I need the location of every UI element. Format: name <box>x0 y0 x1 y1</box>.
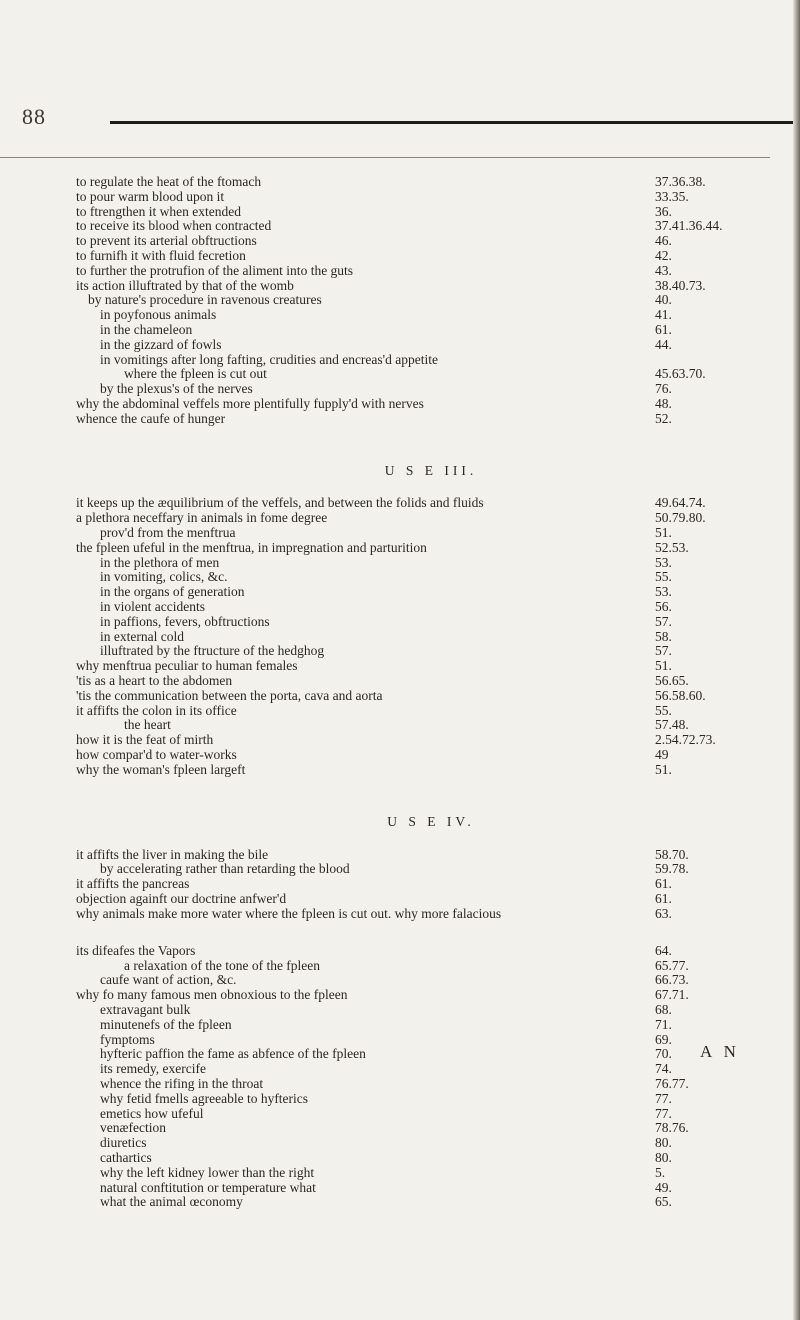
entry-pages: 33.35. <box>655 188 689 204</box>
entry-text: extravagant bulk <box>100 1001 191 1017</box>
index-entry <box>76 585 726 600</box>
entry-pages: 37.36.38. <box>655 174 706 189</box>
entry-text: why the abdominal veffels more plentifully fupply'd with nerves <box>76 395 424 411</box>
entry-pages: 58. <box>655 628 672 644</box>
entry-text: objection againft our doctrine anfwer'd <box>76 890 287 906</box>
entry-text: its remedy, exercife <box>100 1061 206 1077</box>
index-entry <box>76 496 726 511</box>
index-entry <box>76 615 726 630</box>
page-edge <box>793 0 800 1320</box>
entry-pages: 53. <box>655 584 672 600</box>
entry-text: minutenefs of the fpleen <box>100 1016 232 1032</box>
index-entry <box>76 907 726 922</box>
entry-text: in vomitings after long fafting, crudities and encreas'd appetite <box>100 351 438 367</box>
entry-text: what the animal œconomy <box>100 1194 243 1210</box>
entry-pages: 78.76. <box>655 1120 689 1136</box>
entry-text: to regulate the heat of the ftomach <box>76 174 262 189</box>
entry-text: why the woman's fpleen largeft <box>76 761 246 777</box>
entry-text: diuretics <box>100 1135 147 1151</box>
entry-pages: 65. <box>655 1194 672 1210</box>
index-entry <box>76 367 726 382</box>
index-entry <box>76 556 726 571</box>
index-entry <box>76 279 726 294</box>
entry-text: to ftrengthen it when extended <box>76 203 241 219</box>
entry-pages: 42. <box>655 247 672 263</box>
index-entry <box>76 293 726 308</box>
entry-pages: 55. <box>655 702 672 718</box>
entry-pages: 44. <box>655 336 672 352</box>
index-section <box>76 800 726 922</box>
entry-text: a plethora neceffary in animals in fome degree <box>76 510 328 526</box>
index-entry <box>76 1107 726 1122</box>
index-entry <box>76 1092 726 1107</box>
index-entry <box>76 892 726 907</box>
entry-text: whence the caufe of hunger <box>76 410 226 426</box>
entry-pages: 51. <box>655 524 672 540</box>
entry-text: a relaxation of the tone of the fpleen <box>124 957 321 973</box>
entry-text: it affifts the colon in its office <box>76 702 237 718</box>
index-entry <box>76 338 726 353</box>
entry-pages: 49 <box>655 746 669 762</box>
index-entry <box>76 763 726 778</box>
index-entry <box>76 526 726 541</box>
index-entry <box>76 175 726 190</box>
index-entry <box>76 1033 726 1048</box>
entry-text: natural conftitution or temperature what <box>100 1179 316 1195</box>
entry-pages: 51. <box>655 658 672 674</box>
entry-text: it keeps up the æquilibrium of the veffels, and between the folids and fluids <box>76 495 484 511</box>
index-entry <box>76 1062 726 1077</box>
entry-pages: 76. <box>655 381 672 397</box>
entry-pages: 40. <box>655 292 672 308</box>
index-entry <box>76 848 726 863</box>
index-entry <box>76 511 726 526</box>
entry-pages: 41. <box>655 307 672 323</box>
entry-text: fymptoms <box>100 1031 155 1047</box>
entry-pages: 65.77. <box>655 957 689 973</box>
index-entry <box>76 944 726 959</box>
index-entry <box>76 674 726 689</box>
index-entry <box>76 1181 726 1196</box>
index-section <box>76 449 726 778</box>
entry-text: its difeafes the Vapors <box>76 942 196 958</box>
index-entry <box>76 1003 726 1018</box>
index-entry <box>76 644 726 659</box>
index-section <box>76 175 726 427</box>
entry-pages: 80. <box>655 1149 672 1165</box>
entry-text: 'tis the communication between the porta, cava and aorta <box>76 687 383 703</box>
entry-text: in poyfonous animals <box>100 307 217 323</box>
entry-text: whence the rifing in the throat <box>100 1075 264 1091</box>
index-entry <box>76 988 726 1003</box>
entry-pages: 53. <box>655 554 672 570</box>
entry-text: to further the protrufion of the aliment into the guts <box>76 262 354 278</box>
entry-text: by the plexus's of the nerves <box>100 381 253 397</box>
entry-text: in the gizzard of fowls <box>100 336 222 352</box>
entry-text: in paffions, fevers, obftructions <box>100 613 270 629</box>
index-entry <box>76 1151 726 1166</box>
entry-text: prov'd from the menftrua <box>100 524 236 540</box>
entry-pages: 70. <box>655 1046 672 1062</box>
entry-text: to receive its blood when contracted <box>76 218 272 234</box>
index-entry <box>76 308 726 323</box>
section-heading: U S E IV. <box>387 813 475 829</box>
entry-text: illuftrated by the ftructure of the hedghog <box>100 643 325 659</box>
entry-text: in violent accidents <box>100 598 205 614</box>
entry-pages: 57.48. <box>655 717 689 733</box>
entry-pages: 37.41.36.44. <box>655 218 723 234</box>
index-entry <box>76 659 726 674</box>
entry-pages: 57. <box>655 643 672 659</box>
index-entry <box>76 877 726 892</box>
entry-pages: 68. <box>655 1001 672 1017</box>
entry-text: why animals make more water where the fpleen is cut out. why more falacious <box>76 905 502 921</box>
entry-text: by accelerating rather than retarding the blood <box>100 861 350 877</box>
index-entry <box>76 323 726 338</box>
entry-pages: 77. <box>655 1090 672 1106</box>
index-entry <box>76 234 726 249</box>
entry-pages: 55. <box>655 569 672 585</box>
entry-text: in vomiting, colics, &c. <box>100 569 228 585</box>
entry-text: why fetid fmells agreeable to hyfterics <box>100 1090 309 1106</box>
entry-pages: 38.40.73. <box>655 277 706 293</box>
entry-pages: 56.58.60. <box>655 687 706 703</box>
entry-text: emetics how ufeful <box>100 1105 204 1121</box>
entry-pages: 61. <box>655 876 672 892</box>
index-entry <box>76 600 726 615</box>
entry-text: how it is the feat of mirth <box>76 732 214 748</box>
entry-pages: 77. <box>655 1105 672 1121</box>
entry-pages: 57. <box>655 613 672 629</box>
entry-pages: 56. <box>655 598 672 614</box>
index-entry <box>76 412 726 427</box>
index-entry <box>76 973 726 988</box>
entry-pages: 43. <box>655 262 672 278</box>
index-entry <box>76 570 726 585</box>
entry-pages: 59.78. <box>655 861 689 877</box>
entry-text: why fo many famous men obnoxious to the fpleen <box>76 987 348 1003</box>
top-rule <box>110 121 800 124</box>
header-rule <box>0 157 770 158</box>
index-entry <box>76 704 726 719</box>
entry-text: why the left kidney lower than the right <box>100 1164 315 1180</box>
entry-text: cathartics <box>100 1149 152 1165</box>
entry-pages: 5. <box>655 1164 666 1180</box>
index-entry <box>76 1195 726 1210</box>
entry-pages: 74. <box>655 1061 672 1077</box>
entry-pages: 56.65. <box>655 672 689 688</box>
index-entry <box>76 249 726 264</box>
entry-pages: 49.64.74. <box>655 495 706 511</box>
entry-text: hyfteric paffion the fame as abfence of the fpleen <box>100 1046 366 1062</box>
entry-text: to pour warm blood upon it <box>76 188 225 204</box>
entry-text: why menftrua peculiar to human females <box>76 658 298 674</box>
entry-pages: 80. <box>655 1135 672 1151</box>
index-entry <box>76 718 726 733</box>
index-entry <box>76 748 726 763</box>
entry-pages: 36. <box>655 203 672 219</box>
entry-text: it affifts the liver in making the bile <box>76 846 269 862</box>
entry-text: venæfection <box>100 1120 166 1136</box>
entry-pages: 45.63.70. <box>655 366 706 382</box>
entry-pages: 48. <box>655 395 672 411</box>
entry-text: to prevent its arterial obftructions <box>76 233 257 249</box>
entry-text: its action illuftrated by that of the womb <box>76 277 294 293</box>
index-entry <box>76 190 726 205</box>
entry-pages: 58.70. <box>655 846 689 862</box>
entry-pages: 69. <box>655 1031 672 1047</box>
entry-text: where the fpleen is cut out <box>124 366 267 382</box>
index-entry <box>76 862 726 877</box>
index-entry <box>76 353 726 368</box>
index-entry <box>76 959 726 974</box>
entry-pages: 76.77. <box>655 1075 689 1091</box>
index-entry <box>76 205 726 220</box>
entry-pages: 49. <box>655 1179 672 1195</box>
index-entry <box>76 1047 726 1062</box>
index-entry <box>76 219 726 234</box>
entry-text: in external cold <box>100 628 184 644</box>
index-entry <box>76 1166 726 1181</box>
entry-pages: 61. <box>655 321 672 337</box>
entry-pages: 67.71. <box>655 987 689 1003</box>
index-entry <box>76 541 726 556</box>
index-entry <box>76 397 726 412</box>
index-entry <box>76 630 726 645</box>
entry-text: the heart <box>124 717 171 733</box>
entry-pages: 66.73. <box>655 972 689 988</box>
entry-text: caufe want of action, &c. <box>100 972 237 988</box>
entry-pages: 51. <box>655 761 672 777</box>
index-entry <box>76 1121 726 1136</box>
page-number: 88 <box>22 104 46 129</box>
entry-pages: 52.53. <box>655 539 689 555</box>
entry-text: in the plethora of men <box>100 554 220 570</box>
entry-pages: 63. <box>655 905 672 921</box>
entry-pages: 61. <box>655 890 672 906</box>
index-entry <box>76 1077 726 1092</box>
index-entry <box>76 264 726 279</box>
index-section <box>76 944 726 1210</box>
catchword: A N <box>700 1042 740 1061</box>
index-entry <box>76 382 726 397</box>
entry-pages: 52. <box>655 410 672 426</box>
entry-text: the fpleen ufeful in the menftrua, in impregnation and parturition <box>76 539 427 555</box>
entry-pages: 46. <box>655 233 672 249</box>
index-entry <box>76 1136 726 1151</box>
index-entry <box>76 1018 726 1033</box>
entry-text: in the organs of generation <box>100 584 245 600</box>
entry-pages: 2.54.72.73. <box>655 732 716 748</box>
entry-text: to furnifh it with fluid fecretion <box>76 247 246 263</box>
index-entry <box>76 733 726 748</box>
entry-text: 'tis as a heart to the abdomen <box>76 672 233 688</box>
section-heading: U S E III. <box>384 462 478 478</box>
entry-text: how compar'd to water-works <box>76 746 237 762</box>
entry-text: in the chameleon <box>100 321 193 337</box>
entry-text: by nature's procedure in ravenous creatures <box>88 292 322 308</box>
index-entry <box>76 689 726 704</box>
entry-pages: 50.79.80. <box>655 510 706 526</box>
entry-text: it affifts the pancreas <box>76 876 190 892</box>
entry-pages: 71. <box>655 1016 672 1032</box>
entry-pages: 64. <box>655 942 672 958</box>
